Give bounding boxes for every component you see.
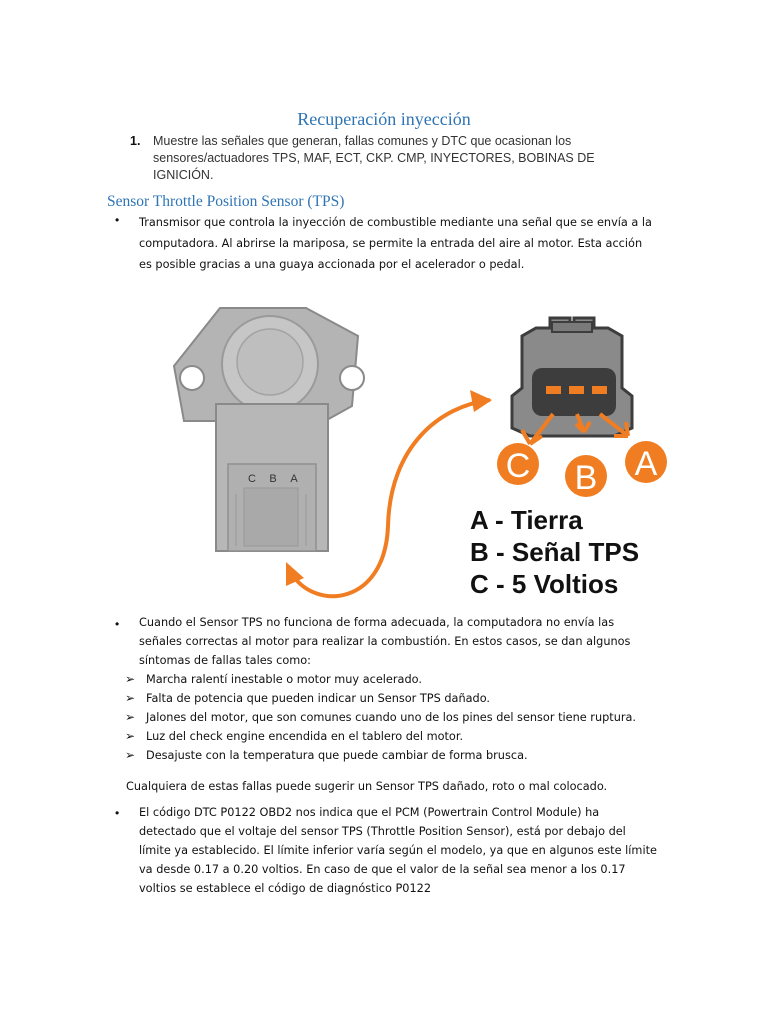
question-text: Muestre las señales que generan, fallas comunes y DTC que ocasionan los sensores/actuadores TPS, MAF, ECT, CKP. CMP, INYECTORES, BOBINAS DE IGNICIÓN. [153,134,595,182]
intro-paragraph: Transmisor que controla la inyección de combustible mediante una señal que se envía a la computadora. Al abrirse la mariposa, se permite la entrada del aire al motor. Esta acción es posible gracias a una guaya accionada por el acelerador o pedal. [139,216,652,271]
section-heading: Sensor Throttle Position Sensor (TPS) [107,193,345,210]
symptom-text: Luz del check engine encendida en el tablero del motor. [146,730,464,743]
bullet-icon: • [115,213,120,227]
failure-paragraph: Cuando el Sensor TPS no funciona de forma adecuada, la computadora no envía las señales correctas al motor para realizar la combustión. En estos casos, se dan algunos síntomas de fallas tales como: [139,616,631,667]
connector-letter-c: C [505,447,531,485]
symptom-text: Marcha ralentí inestable o motor muy acelerado. [146,673,422,686]
connector-letter-a: A [634,445,658,483]
list-item [125,689,636,708]
legend-a: A - Tierra [470,505,583,535]
arrow-bullet-icon: ➢ [125,729,136,743]
list-item [125,708,636,727]
question-item [130,133,630,184]
legend-b: B - Señal TPS [470,537,640,567]
question-number: 1. [130,134,141,148]
legend-c: C - 5 Voltios [470,569,619,599]
arrow-bullet-icon: ➢ [125,748,136,762]
sensor-pin-c: C [248,473,256,485]
symptom-text: Jalones del motor, que son comunes cuando uno de los pines del sensor tiene ruptura. [146,711,637,724]
pin-legend [470,505,639,599]
bullet-icon: • [115,806,120,820]
list-item [125,670,636,689]
symptom-text: Desajuste con la temperatura que puede cambiar de forma brusca. [146,749,528,762]
connector-illustration [497,318,667,497]
arrow-bullet-icon: ➢ [125,672,136,686]
arrow-bullet-icon: ➢ [125,710,136,724]
list-item [125,746,636,765]
connector-letter-b: B [574,459,598,497]
document-title: Recuperación inyección [297,109,471,129]
tps-sensor-illustration [174,308,364,551]
sensor-pin-a: A [290,473,298,485]
bullet-icon: • [115,617,120,631]
tps-diagram [170,296,680,608]
symptom-text: Falta de potencia que pueden indicar un Sensor TPS dañado. [146,692,491,705]
list-item [125,727,636,746]
symptom-list [125,670,636,765]
sensor-pin-b: B [269,473,277,485]
dtc-paragraph: El código DTC P0122 OBD2 nos indica que el PCM (Powertrain Control Module) ha detectado que el voltaje del sensor TPS (Throttle Position Sensor), está por debajo del límite ya establecido. El límite inferior varía según el modelo, ya que en algunos este límite va desde 0.17 a 0.20 voltios. En caso de que el valor de la señal sea menor a los 0.17 voltios se establece el código de diagnóstico P0122 [139,806,657,895]
arrow-bullet-icon: ➢ [125,691,136,705]
summary-paragraph: Cualquiera de estas fallas puede sugerir un Sensor TPS dañado, roto o mal colocado. [126,780,608,793]
